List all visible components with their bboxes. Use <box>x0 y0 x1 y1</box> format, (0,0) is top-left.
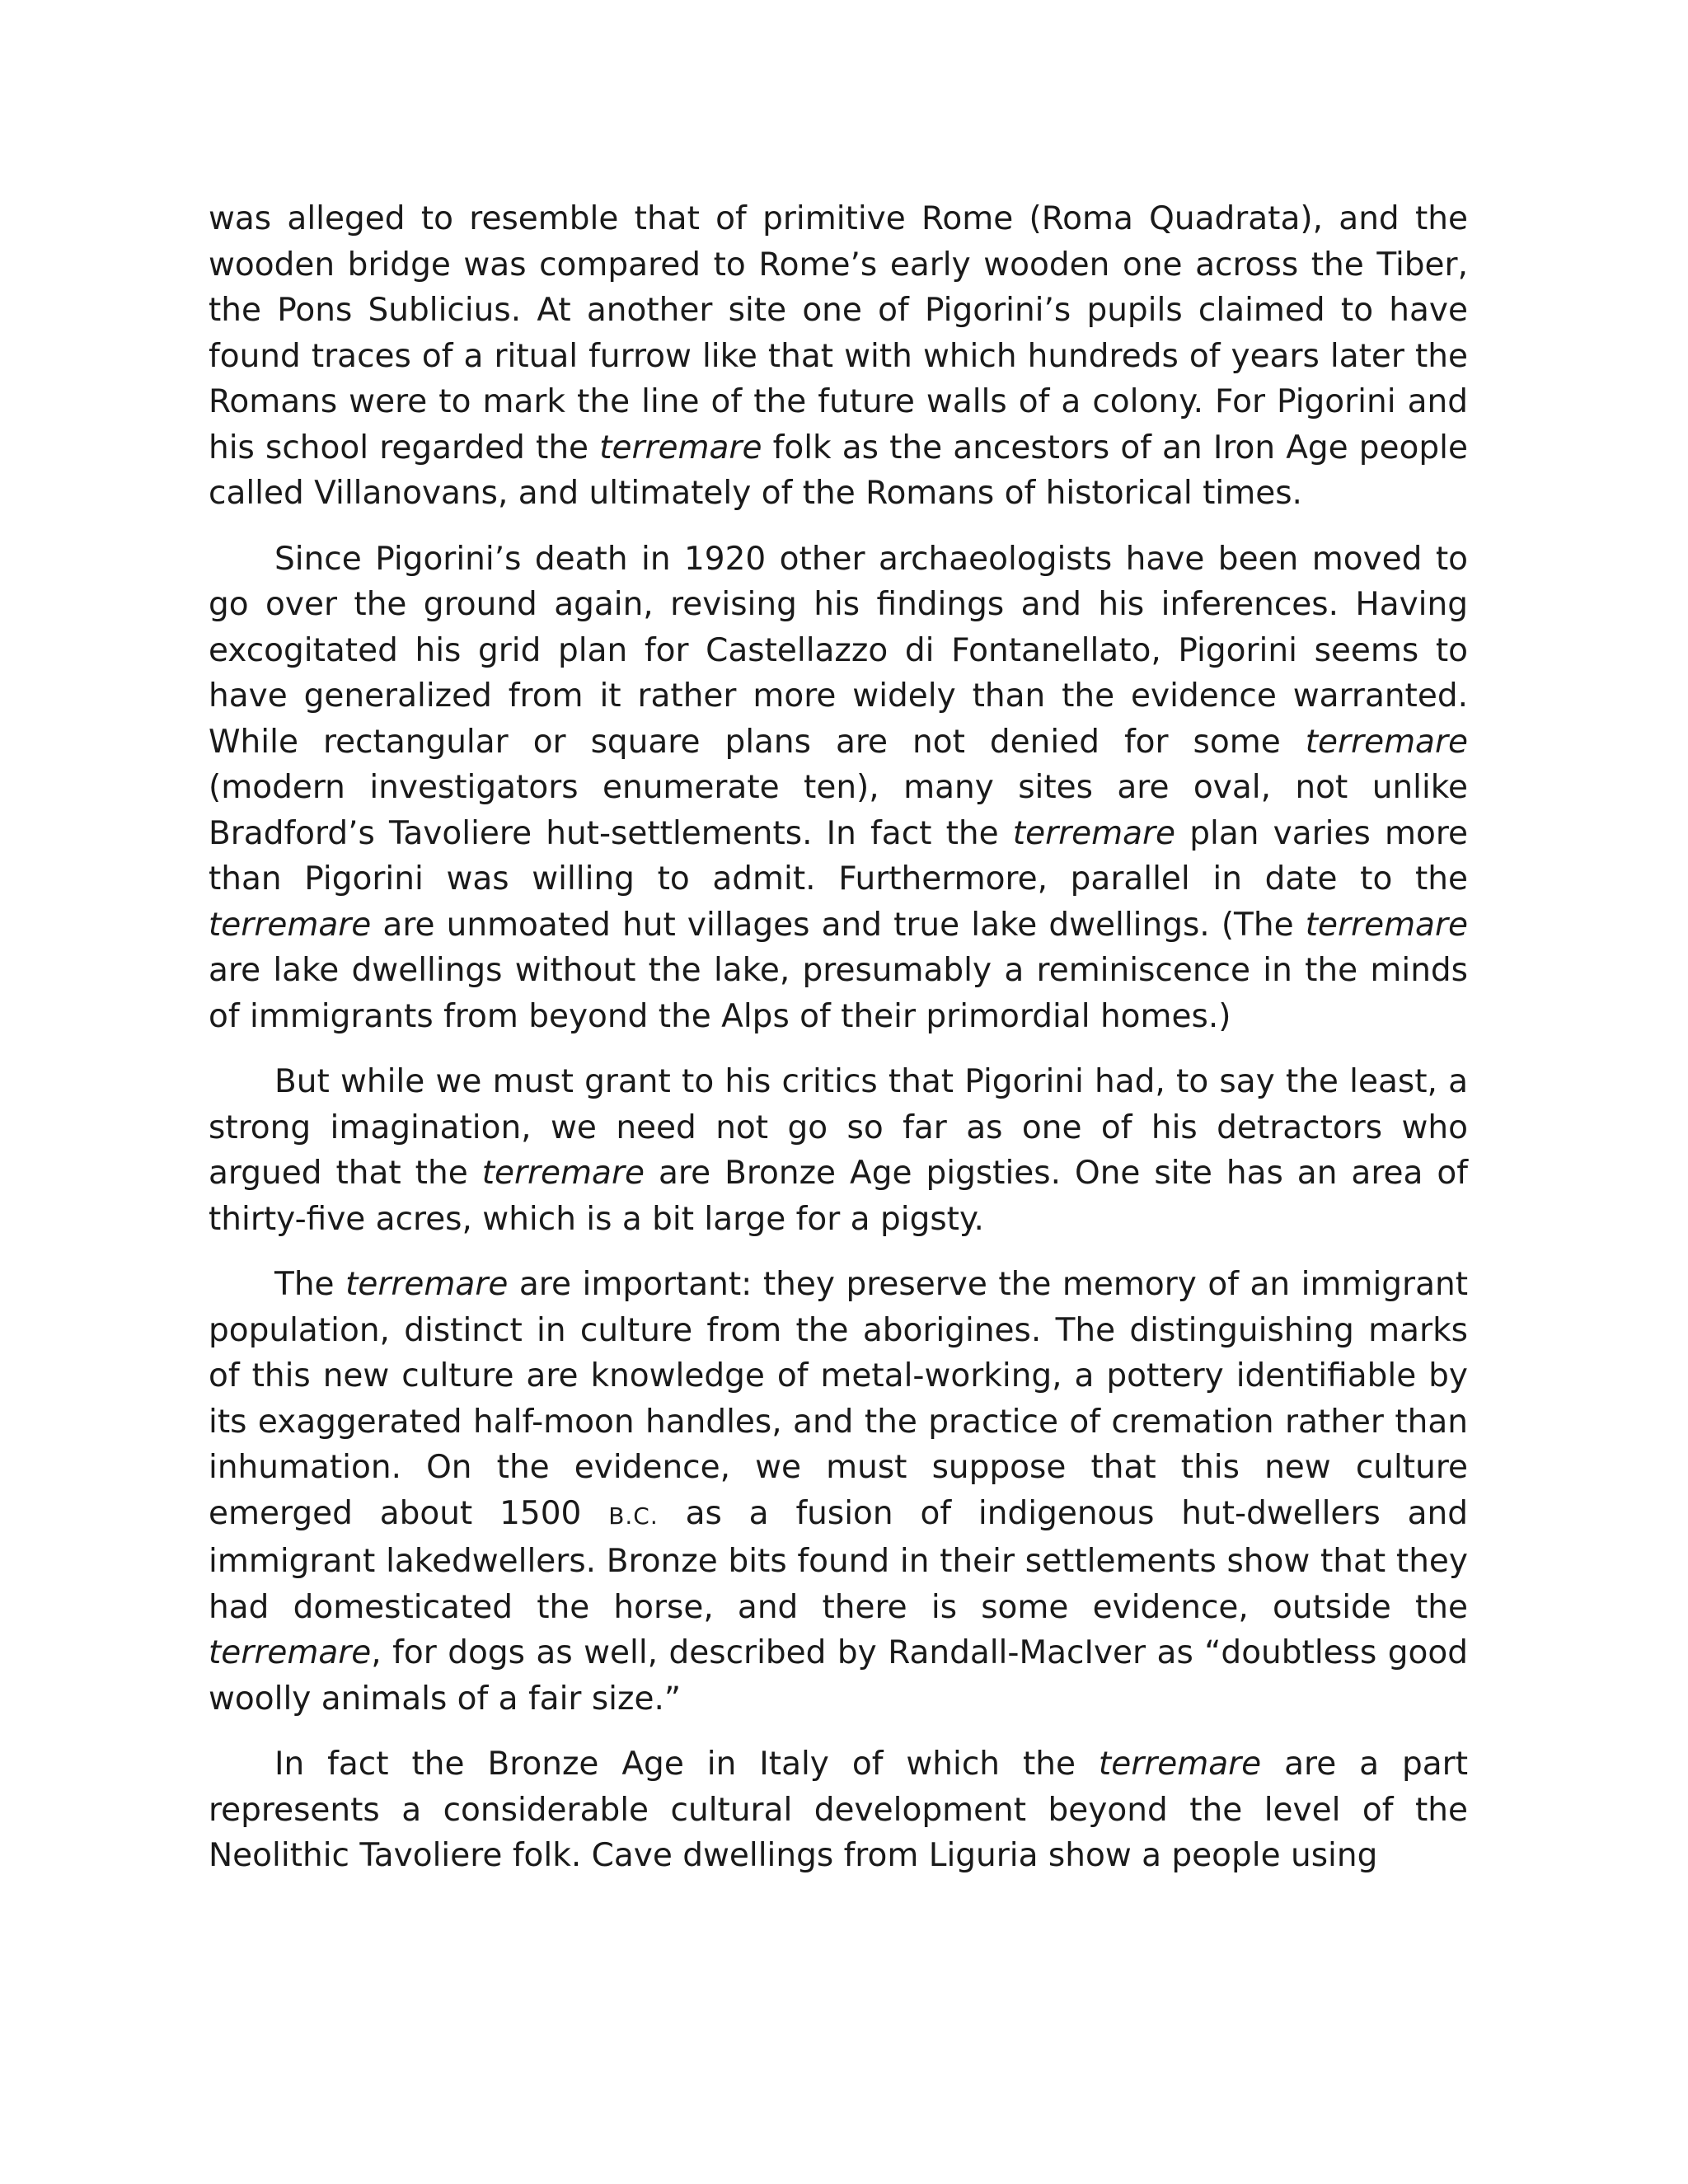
italic-term: terremare <box>481 1155 645 1192</box>
text-run: But while we must grant to his critics that Pigorini had, to say the least, a strong imagination, we need not go so far as one of his detractors who argued that the <box>209 1063 1468 1192</box>
small-caps-era: B.C. <box>608 1502 659 1530</box>
text-run: , for dogs as well, described by Randall-MacIver as “doubtless good woolly animals of a fair size.” <box>209 1634 1468 1718</box>
italic-term: terremare <box>209 1634 372 1671</box>
paragraph-1 <box>209 196 1468 517</box>
text-run: was alleged to resemble that of primitive Rome (Roma Quadrata), and the wooden bridge was compared to Rome’s early wooden one across the Tiber, the Pons Sublicius. At another site one of Pigorini’s pupils claimed to have found traces of a ritual furrow like that with which hundreds of years later the Romans were to mark the line of the future walls of a colony. For Pigorini and his school regarded the <box>209 200 1468 466</box>
text-run: are important: they preserve the memory of an immigrant population, distinct in culture from the aborigines. The distinguishing marks of this new culture are knowledge of metal-working, a pottery identifiable by its exaggerated half-moon handles, and the practice of cremation rather than inhumation. On the evidence, we must suppose that this new culture emerged about 1500 <box>209 1266 1469 1532</box>
text-run: as a fusion of indigenous hut-dwellers and immigrant lakedwellers. Bronze bits found in their settlements show that they had domesticated the horse, and there is some evidence, outside the <box>209 1494 1468 1626</box>
paragraph-3 <box>209 1059 1468 1242</box>
italic-term: terremare <box>345 1266 509 1303</box>
italic-term: terremare <box>1305 906 1468 944</box>
italic-term: terremare <box>599 429 762 466</box>
book-page <box>209 196 1468 1899</box>
italic-term: terremare <box>1305 723 1468 761</box>
text-run: are a part represents a considerable cultural development beyond the level of the Neolithic Tavoliere folk. Cave dwellings from Liguria show a people using <box>209 1746 1469 1874</box>
italic-term: terremare <box>1012 814 1176 852</box>
text-run: Since Pigorini’s death in 1920 other archaeologists have been moved to go over the ground again, revising his findings and his inferences. Having excogitated his grid plan for Castellazzo di Fontanellato, Pigorini seems to have generalized from it rather more widely than the evidence warranted. While rectangular or square plans are not denied for some <box>209 540 1468 761</box>
italic-term: terremare <box>1098 1746 1262 1783</box>
text-run: The <box>274 1266 346 1303</box>
text-run: are lake dwellings without the lake, presumably a reminiscence in the minds of immigrants from beyond the Alps of their primordial homes.) <box>209 952 1468 1035</box>
italic-term: terremare <box>209 906 372 944</box>
text-run: plan varies more than Pigorini was willing to admit. Furthermore, parallel in date to the <box>209 814 1468 898</box>
paragraph-4 <box>209 1262 1468 1722</box>
text-run: are unmoated hut villages and true lake dwellings. (The <box>371 906 1306 944</box>
text-run: folk as the ancestors of an Iron Age people called Villanovans, and ultimately of the Romans of historical times. <box>209 429 1468 512</box>
paragraph-5 <box>209 1741 1468 1879</box>
paragraph-2 <box>209 537 1468 1040</box>
text-run: (modern investigators enumerate ten), many sites are oval, not unlike Bradford’s Tavoliere hut-settlements. In fact the <box>209 769 1468 852</box>
text-run: In fact the Bronze Age in Italy of which the <box>274 1746 1099 1783</box>
text-run: are Bronze Age pigsties. One site has an area of thirty-five acres, which is a bit large for a pigsty. <box>209 1155 1468 1238</box>
